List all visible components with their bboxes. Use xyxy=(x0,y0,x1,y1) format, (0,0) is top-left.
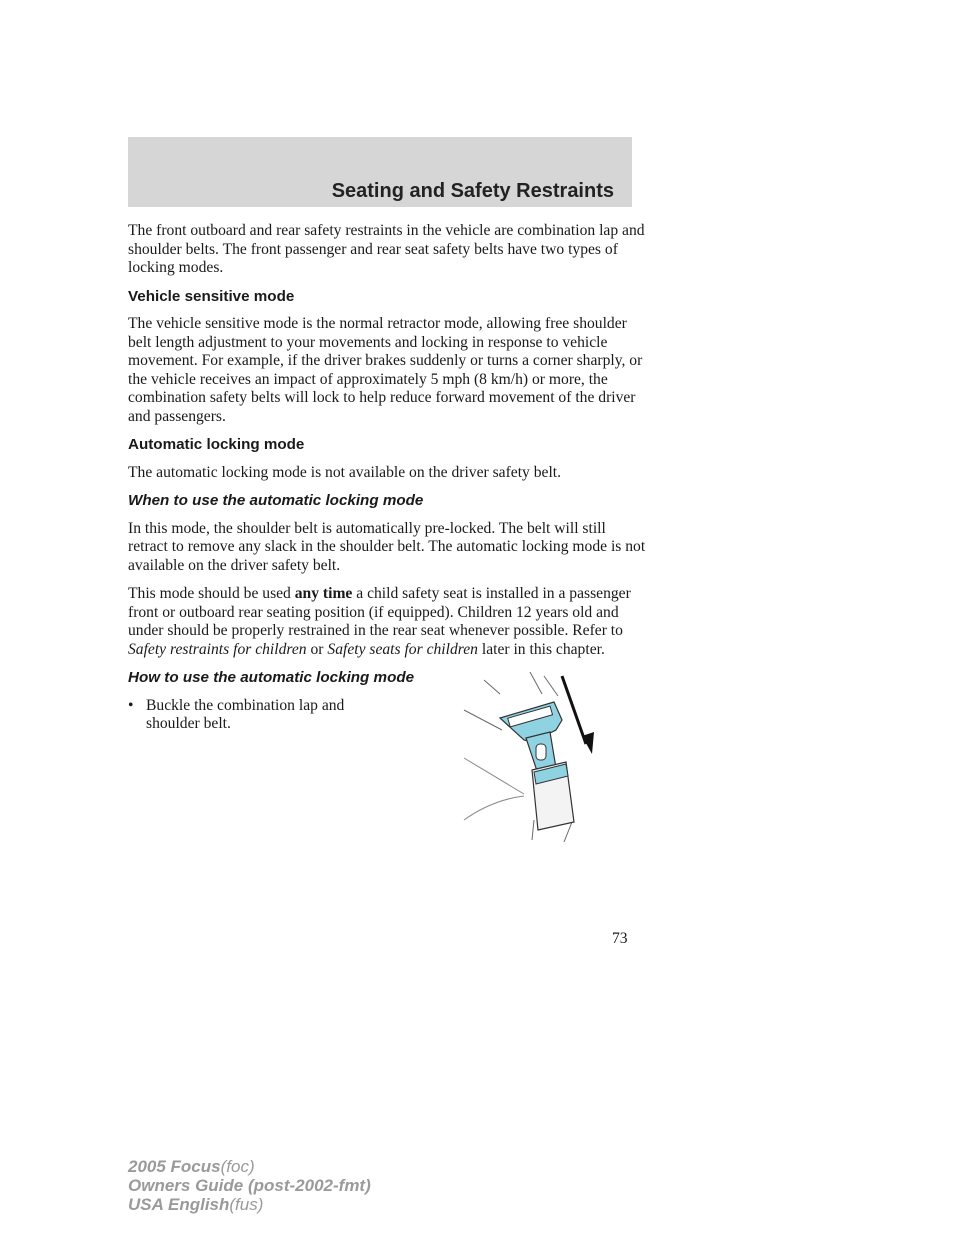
ref-safety-restraints-children: Safety restraints for children xyxy=(128,640,307,658)
ref-safety-seats-children: Safety seats for children xyxy=(327,640,478,658)
buckle-stalk-line xyxy=(564,822,572,842)
footer-language: USA English xyxy=(128,1195,230,1214)
child-seat-text-1: This mode should be used xyxy=(128,585,295,602)
child-seat-emphasis: any time xyxy=(294,585,353,602)
footer-line-1 xyxy=(128,1157,371,1176)
footer-model-code: (foc) xyxy=(220,1157,255,1176)
child-seat-paragraph xyxy=(128,585,648,659)
seat-edge-line xyxy=(464,710,502,730)
footer-model: 2005 Focus xyxy=(128,1157,221,1176)
bullet-item xyxy=(128,697,396,734)
vehicle-sensitive-heading: Vehicle sensitive mode xyxy=(128,287,295,305)
child-seat-text-2: a child safety seat is installed in a passenger front or outboard rear seating position (if equipped). Children 12 years old and under should be properly restrained in the rear seat whenever possible. Refer to xyxy=(128,585,631,639)
bullet-text: Buckle the combination lap and shoulder belt. xyxy=(146,696,345,732)
intro-paragraph: The front outboard and rear safety restraints in the vehicle are combination lap and shoulder belts. The front passenger and rear seat safety belts have two types of locking modes. xyxy=(128,222,645,276)
footer-language-code: (fus) xyxy=(229,1195,264,1214)
belt-webbing-line xyxy=(530,672,542,694)
bullet-mark: • xyxy=(128,696,134,714)
page-number: 73 xyxy=(612,930,628,947)
automatic-locking-heading: Automatic locking mode xyxy=(128,436,305,453)
buckle-stalk-line xyxy=(532,820,534,840)
seat-edge-line xyxy=(484,680,500,694)
footer-line-3 xyxy=(128,1195,371,1214)
child-seat-text-3: or xyxy=(306,640,328,658)
when-to-use-heading: When to use the automatic locking mode xyxy=(128,492,424,509)
footer-line-2 xyxy=(128,1176,371,1195)
seat-belt-buckle-illustration xyxy=(462,672,652,842)
child-seat-text-4: later in this chapter. xyxy=(477,640,605,658)
header-band xyxy=(128,137,632,207)
page-section-title: Seating and Safety Restraints xyxy=(331,180,614,202)
tongue-hole xyxy=(536,744,546,760)
arrow-shaft xyxy=(562,676,586,744)
footer-guide: Owners Guide (post-2002-fmt) xyxy=(128,1176,371,1195)
automatic-locking-paragraph: The automatic locking mode is not available on the driver safety belt. xyxy=(128,463,562,481)
how-to-use-heading: How to use the automatic locking mode xyxy=(128,669,415,686)
vehicle-sensitive-paragraph: The vehicle sensitive mode is the normal retractor mode, allowing free shoulder belt length adjustment to your movements and locking in response to vehicle movement. For example, if the driver brakes suddenly or turns a corner sharply, or the vehicle receives an impact of approximately 5 mph (8 km/h) or more, the combination safety belts will lock to help reduce forward movement of the driver and passengers. xyxy=(128,315,643,425)
footer xyxy=(128,1157,371,1214)
seat-cushion-curve xyxy=(464,796,524,820)
seat-cushion-line xyxy=(464,758,524,794)
when-to-use-paragraph: In this mode, the shoulder belt is automatically pre-locked. The belt will still retract to remove any slack in the shoulder belt. The automatic locking mode is not available on the driver safety belt. xyxy=(128,519,646,574)
page-content xyxy=(128,222,648,734)
belt-webbing-line xyxy=(544,676,558,696)
